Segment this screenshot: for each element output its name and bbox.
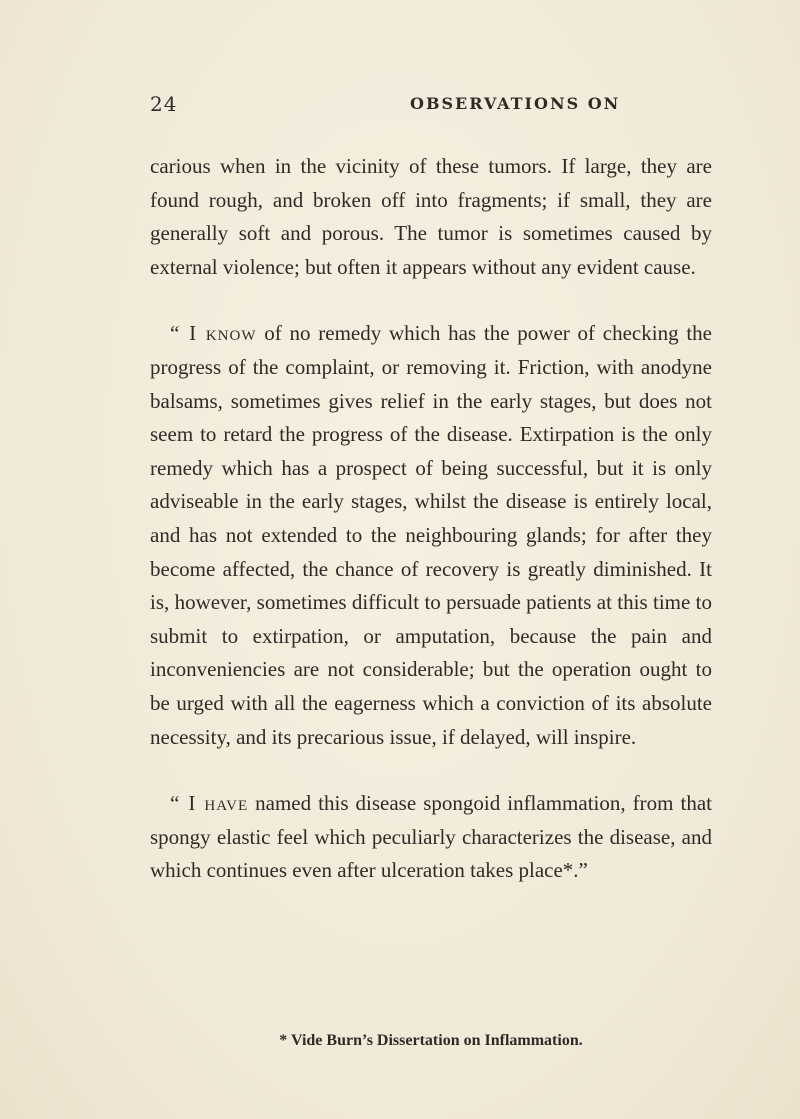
running-head: OBSERVATIONS ON <box>410 94 621 113</box>
page-header <box>150 92 710 120</box>
footnote: * Vide Burn’s Dissertation on Inflammation. <box>279 1032 583 1049</box>
page-number: 24 <box>150 92 178 116</box>
paragraph-2-lead: “ I know <box>170 321 257 346</box>
body-text <box>150 150 712 888</box>
paragraph-3-text: named this disease spongoid inflammation, from that spongy elastic feel which peculiarly characterizes the disease, and which continues even after ulceration takes place*.” <box>150 791 712 883</box>
paragraph-2-text: of no remedy which has the power of checking the progress of the complaint, or removing it. Friction, with anodyne balsams, sometimes gives relief in the early stages, but does not seem to retard the progress of the disease. Extirpation is the only remedy which has a prospect of being successful, but it is only adviseable in the early stages, whilst the disease is entirely local, and has not extended to the neighbouring glands; for after they become affected, the chance of recovery is greatly diminished. It is, however, sometimes difficult to persuade patients at this time to submit to extirpation, or amputation, because the pain and inconveniencies are not considerable; but the operation ought to be urged with all the eagerness which a conviction of its absolute necessity, and its precarious issue, if delayed, will inspire. <box>150 321 712 749</box>
paragraph-2 <box>150 317 712 754</box>
paragraph-1 <box>150 150 712 284</box>
paragraph-3 <box>150 787 712 888</box>
paragraph-1-text: carious when in the vicinity of these tumors. If large, they are found rough, and broken off into fragments; if small, they are generally soft and porous. The tumor is sometimes caused by external violence; but often it appears without any evident cause. <box>150 154 712 279</box>
paragraph-3-lead: “ I have <box>170 791 249 816</box>
